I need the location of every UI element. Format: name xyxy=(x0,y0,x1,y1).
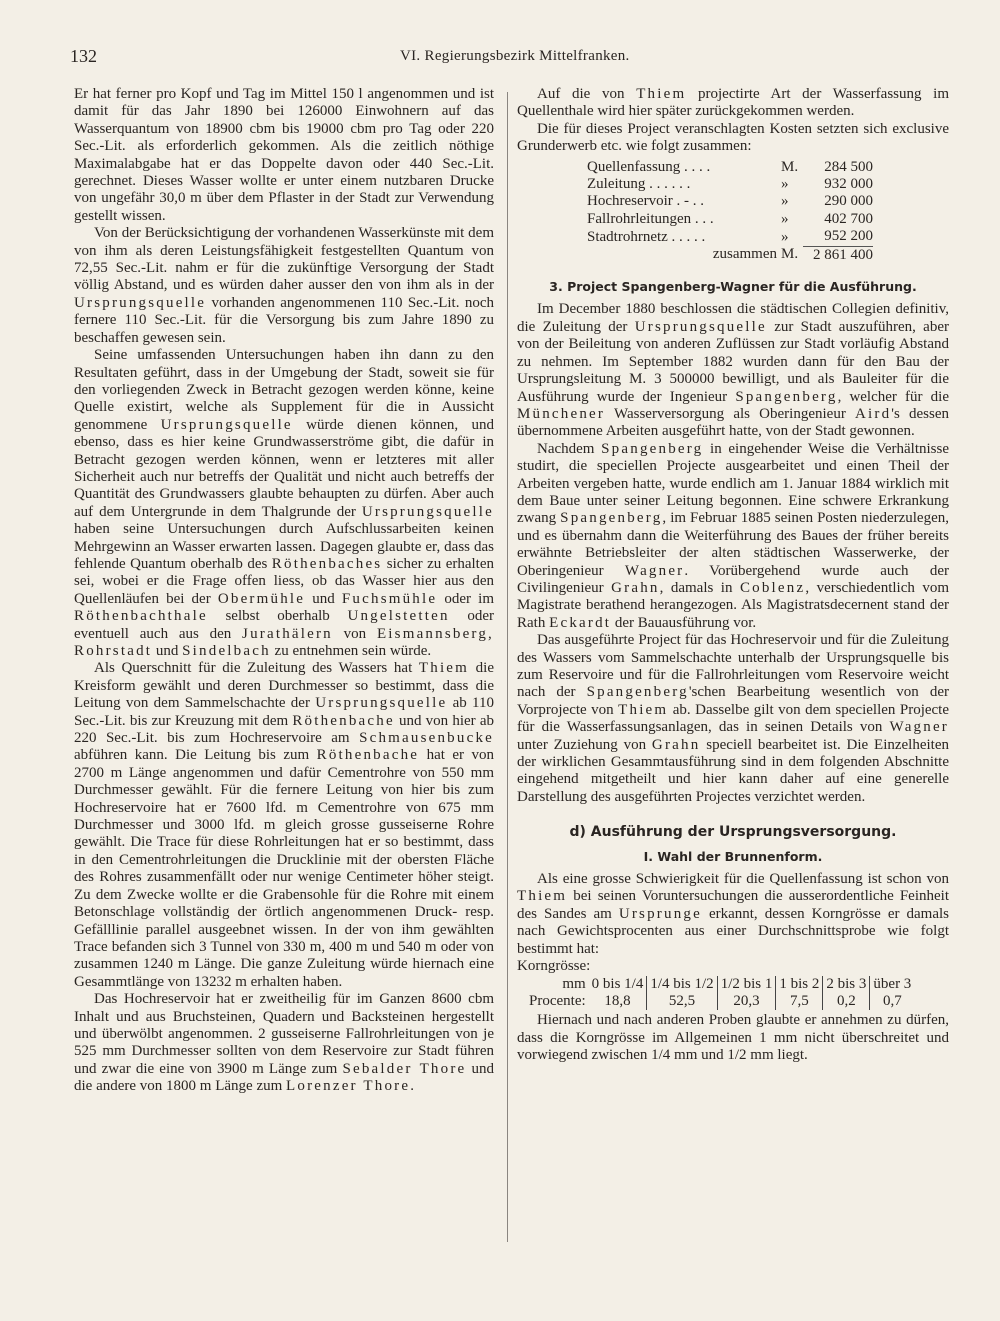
paragraph: Von der Berücksichtigung der vorhandenen Wasserkünste mit dem von ihm als deren Leistungsfähigkeit festgestellten Quantum von 72,55 Sec.-Lit. nahm er für die zukünftige Versorgung der Stadt völlig Abstand, und es würden daher ausser den von ihm als in der Ursprungsquelle vorhanden angenommenen 110 Sec.-Lit. noch fernere 110 Sec.-Lit. für die Versorgung bis zum Jahre 1890 zu beschaffen gewesen sein. xyxy=(74,225,494,346)
cost-row xyxy=(587,193,873,210)
cost-cur: M. xyxy=(781,246,799,263)
cost-cur: » xyxy=(781,228,789,245)
grain-cell: 2 bis 3 xyxy=(823,976,870,993)
chapter-heading: d) Ausführung der Ursprungsversorgung. xyxy=(569,824,897,841)
paragraph: Seine umfassenden Untersuchungen haben ihn dann zu den Resultaten geführt, dass in der Umgebung der Stadt, soweit sie für den vorliegenden Zweck in Betracht gezogen werden könne, keine Quelle existirt, welche als Supplement für die in Aussicht genommene Ursprungsquelle würde dienen können, und ebenso, dass es hier keine Grundwasserströme gibt, die dafür in Betracht gezogen werden können, wenn er letzteres mit aller Sicherheit auch nur betreffs der Qualität und nicht auch betreffs der Quantität des Grundwassers glaubte behaupten zu dürfen. Aber auch auf dem Untergrunde in dem Thalgrunde der Ursprungsquelle haben seine Untersuchungen durch Aufschlussarbeiten keinen Mehrgewinn an Wasser erwarten lassen. Dagegen glaubte er, dass das fehlende Quantum oberhalb des Röthenbaches sicher zu erhalten sei, wobei er die Frage offen liess, ob das Wasser hier aus den Quellenläufen bei der Obermühle und Fuchsmühle oder im Röthenbachthale selbst oberhalb Ungelstetten oder eventuell auch aus den Jurathälern von Eismannsberg, Rohrstadt und Sindelbach zu entnehmen sein würde. xyxy=(74,347,495,659)
cost-total-row xyxy=(587,246,873,264)
grain-cell: 0,7 xyxy=(870,993,914,1010)
page-header xyxy=(70,46,970,76)
right-column xyxy=(517,86,949,1065)
cost-value: 402 700 xyxy=(824,210,873,227)
grain-size-table xyxy=(517,976,914,1011)
cost-value: 284 500 xyxy=(824,158,873,175)
grain-cell: 7,5 xyxy=(776,993,823,1010)
left-column xyxy=(74,86,494,1096)
grain-cell: 1/4 bis 1/2 xyxy=(647,976,717,993)
cost-cur: » xyxy=(781,193,789,210)
grain-cell: 18,8 xyxy=(604,992,631,1009)
grain-cell: über 3 xyxy=(870,976,914,993)
cost-cur: » xyxy=(781,210,789,227)
grain-row-label: mm xyxy=(562,975,586,992)
grain-cell: 1/2 bis 1 xyxy=(717,976,776,993)
grain-cell: 20,3 xyxy=(717,993,776,1010)
running-title: VI. Regierungsbezirk Mittelfranken. xyxy=(400,48,630,64)
grain-row xyxy=(517,993,914,1010)
cost-row xyxy=(587,176,873,193)
grain-row-label: Procente: xyxy=(529,992,586,1009)
cost-cur: » xyxy=(781,176,789,193)
paragraph: Im December 1880 beschlossen die städtischen Collegien definitiv, die Zuleitung der Ursprungsquelle zur Stadt auszuführen, aber von der Beileitung von anderen Zuflüssen zur Stadt vorläufig Abstand zu nehmen. Im September 1882 wurden dann für den Bau der Ursprungsleitung M. 3 500000 bewilligt, und als Bauleiter für die Ausführung wurde der Ingenieur Spangenberg, welcher für die Münchener Wasserversorgung als Oberingenieur Aird's dessen übernommene Arbeiten ausgeführt hatte, von der Stadt gewonnen. xyxy=(517,301,950,440)
section-heading: 3. Project Spangenberg-Wagner für die Ausführung. xyxy=(549,279,917,295)
cost-value: 290 000 xyxy=(824,193,873,210)
grain-cell: 0 bis 1/4 xyxy=(591,975,644,992)
paragraph: Das ausgeführte Project für das Hochreservoir und für die Zuleitung des Wassers vom Sammelschachte unterhalb der Ursprungsquelle bis zum Reservoire und für die Fallrohrleitungen vom Reservoire weicht nach der Spangenberg'schen Bearbeitung wesentlich von der Vorprojecte von Thiem ab. Dasselbe gilt von dem speciellen Projecte für die Wasserfassungsanlagen, das in seinen Details von Wagner unter Zuziehung von Grahn speciell bearbeitet ist. Die Einzelheiten der wirklichen Gesammtausführung sind in dem folgenden Abschnitte eingehend mitgetheilt und hier kann daher auf eine generelle Darstellung des ausgeführten Projectes verzichtet werden. xyxy=(517,632,950,805)
paragraph: Das Hochreservoir hat er zweitheilig für im Ganzen 8600 cbm Inhalt und aus Bruchsteinen, Quadern und Backsteinen hergestellt und überwölbt angenommen. 2 gusseiserne Fallrohrleitungen von je 525 mm Durchmesser sollten von dem Reservoire zur Stadt führen und zwar die eine von 3900 m Länge zum Sebalder Thore und die andere von 1800 m Länge zum Lorenzer Thore. xyxy=(74,991,495,1095)
subsection-heading: I. Wahl der Brunnenform. xyxy=(643,848,823,864)
grain-cell: 52,5 xyxy=(647,993,717,1010)
grain-cell: 1 bis 2 xyxy=(776,976,823,993)
cost-label: Hochreservoir . - . . xyxy=(587,193,705,210)
paragraph: Hiernach und nach anderen Proben glaubte er annehmen zu dürfen, dass die Korngrösse im Allgemeinen 1 mm nicht überschreitet und vorwiegend zwischen 1/4 mm und 1/2 mm liegt. xyxy=(517,1012,949,1064)
grain-label: Korngrösse: xyxy=(517,958,591,975)
cost-label: Quellenfassung . . . . xyxy=(587,158,711,175)
page-number: 132 xyxy=(70,46,97,66)
cost-value: 952 200 xyxy=(824,228,873,245)
cost-value: 2 861 400 xyxy=(803,246,873,264)
cost-label: zusammen xyxy=(712,246,777,263)
paragraph: Als Querschnitt für die Zuleitung des Wassers hat Thiem die Kreisform gewählt und deren Durchmesser so bestimmt, dass die Leitung von dem Sammelschachte der Ursprungsquelle ab 110 Sec.-Lit. bis zur Kreuzung mit dem Röthenbache und von hier ab 220 Sec.-Lit. bis zum Hochreservoire am Schmausenbucke abführen kann. Die Leitung bis zum Röthenbache hat er von 2700 m Länge angenommen und dafür Cementrohre von 550 mm Durchmesser gewählt. Für die fernere Leitung von hier bis zum Hochreservoire hat er 7600 lfd. m Cementrohre von 675 mm Durchmesser und 3000 lfd. m gleich grosse gusseiserne Rohre gewählt. Die Trace für diese Rohrleitungen hat er so bestimmt, dass in den Cementrohrleitungen die Drucklinie mit der obersten Fläche des Rohres zusammenfällt oder nur wenige Centimeter höher steigt. Zu dem Zwecke wollte er die Grabensohle für die Rohre mit einem Betonschlage vollständig der örtlich angenommenen Druck- resp. Gefälllinie parallel ausgeebnet wissen. In der von ihm gewählten Trace befanden sich 3 Tunnel von 330 m, 400 m und 540 m oder von zusammen 1240 m Länge. Die ganze Zuleitung würde hiernach eine Gesammtlänge von 13232 m erhalten haben. xyxy=(74,660,494,990)
cost-row xyxy=(587,228,873,246)
column-divider xyxy=(507,92,508,1242)
cost-label: Stadtrohrnetz . . . . . xyxy=(587,228,706,245)
paragraph: Die für dieses Project veranschlagten Kosten setzten sich exclusive Grunderwerb etc. wie folgt zusammen: xyxy=(517,120,949,155)
grain-cell: 0,2 xyxy=(823,993,870,1010)
cost-row xyxy=(587,211,873,228)
cost-label: Zuleitung . . . . . . xyxy=(587,176,691,193)
cost-value: 932 000 xyxy=(824,176,873,193)
paragraph: Nachdem Spangenberg in eingehender Weise die Verhältnisse studirt, die speciellen Projecte ausgearbeitet und einen Theil der Arbeiten vergeben hatte, wurde endlich am 1. Januar 1884 wirklich mit dem Baue unter seiner Leitung begonnen. Eine schwere Erkrankung zwang Spangenberg, im Februar 1885 seinen Posten niederzulegen, und es übernahm dann die Weiterführung des Baues der früher bereits erwähnte Betriebsleiter der alten städtischen Wasserwerke, der Oberingenieur Wagner. Vorübergehend wurde auch der Civilingenieur Grahn, damals in Coblenz, verschiedentlich vom Magistrate berathend herangezogen. Als Magistratsdecernent stand der Rath Eckardt der Bauausführung vor. xyxy=(517,440,949,631)
paragraph: Auf die von Thiem projectirte Art der Wasserfassung im Quellenthale wird hier später zurückgekommen werden. xyxy=(517,86,949,120)
cost-table xyxy=(587,159,873,264)
cost-row xyxy=(587,159,873,176)
cost-label: Fallrohrleitungen . . . xyxy=(587,210,714,227)
paragraph: Er hat ferner pro Kopf und Tag im Mittel 150 l angenommen und ist damit für das Jahr 1890 bei 126000 Einwohnern auf das Wasserquantum von 18900 cbm bis 19000 cbm pro Tag oder 220 Sec.-Lit. als erforderlich gekommen. Als die zeitlich nöthige Maximalabgabe hat er das Doppelte davon oder 440 Sec.-Lit. gerechnet. Dieses Wasser wollte er unter einem nutzbaren Drucke von ungefähr 30,0 m über dem Pflaster in der Stadt zur Verwendung gestellt wissen. xyxy=(74,86,494,224)
grain-row xyxy=(517,976,914,993)
paragraph: Als eine grosse Schwierigkeit für die Quellenfassung ist schon von Thiem bei seinen Voruntersuchungen die ausserordentliche Feinheit des Sandes am Ursprunge erkannt, dessen Korngrösse er damals nach Gewichtsprocenten aus einer Durchschnittsprobe wie folgt bestimmt hat: xyxy=(517,871,949,957)
cost-cur: M. xyxy=(781,158,799,175)
